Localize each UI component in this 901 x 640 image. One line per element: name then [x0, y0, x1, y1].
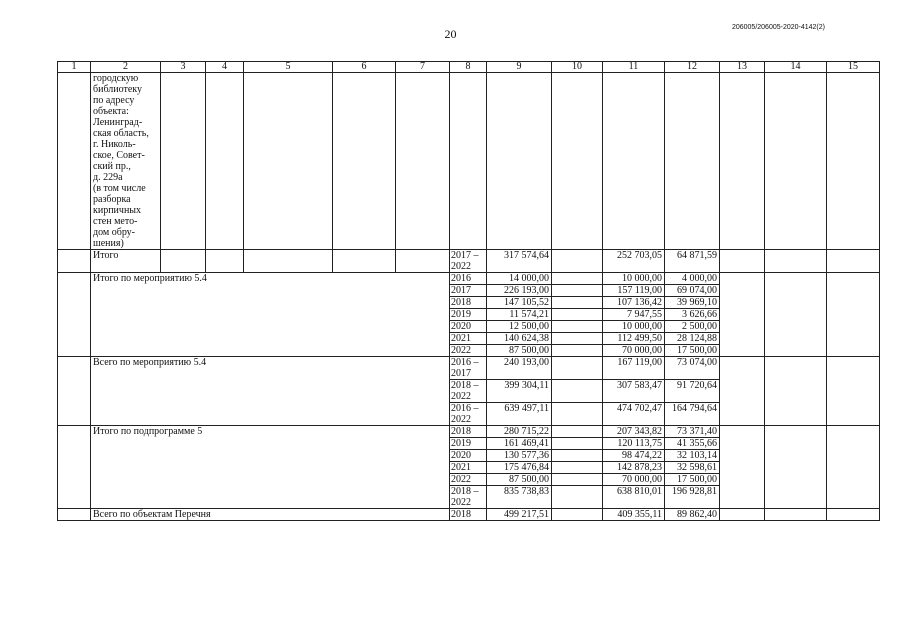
amount-c9: 130 577,36	[487, 450, 552, 462]
amount-c11: 207 343,82	[603, 426, 665, 438]
amount-c12: 73 371,40	[665, 426, 720, 438]
table-cell	[827, 426, 880, 509]
table-body	[58, 62, 880, 521]
table-cell	[720, 73, 765, 250]
object-name-line: библиотеку	[93, 84, 143, 95]
table-cell	[552, 450, 603, 462]
amount-c11: 638 810,01	[603, 486, 665, 509]
object-total-row	[58, 250, 880, 273]
table-cell	[552, 345, 603, 357]
amount-c12: 164 794,64	[665, 403, 720, 426]
amount-c9: 161 469,41	[487, 438, 552, 450]
table-cell	[552, 309, 603, 321]
year-cell: 2020	[450, 450, 487, 462]
object-name-line: дом обру-	[93, 227, 136, 238]
object-name-line: ская область,	[93, 128, 149, 139]
amount-c9: 140 624,38	[487, 333, 552, 345]
column-header: 3	[161, 62, 206, 73]
amount-c11: 10 000,00	[603, 321, 665, 333]
amount-c9: 87 500,00	[487, 474, 552, 486]
amount-c12: 4 000,00	[665, 273, 720, 285]
table-cell	[552, 462, 603, 474]
year-cell: 2016 – 2022	[450, 403, 487, 426]
amount-c11: 10 000,00	[603, 273, 665, 285]
year-cell: 2022	[450, 345, 487, 357]
amount-c11: 120 113,75	[603, 438, 665, 450]
amount-c12: 3 626,66	[665, 309, 720, 321]
table-cell	[244, 73, 333, 250]
column-header: 10	[552, 62, 603, 73]
table-cell	[552, 380, 603, 403]
year-cell: 2016 – 2017	[450, 357, 487, 380]
page-number: 20	[444, 27, 457, 41]
amount-c11: 474 702,47	[603, 403, 665, 426]
table-cell	[552, 333, 603, 345]
section-label: Итого по подпрограмме 5	[91, 426, 450, 509]
object-name-cell	[91, 73, 161, 250]
amount-c12: 41 355,66	[665, 438, 720, 450]
year-cell: 2018 – 2022	[450, 380, 487, 403]
column-header: 4	[206, 62, 244, 73]
column-header: 5	[244, 62, 333, 73]
period-cell: 2017 – 2022	[450, 250, 487, 273]
amount-c12: 32 103,14	[665, 450, 720, 462]
amount-c11: 98 474,22	[603, 450, 665, 462]
amount-c12: 28 124,88	[665, 333, 720, 345]
table-cell	[765, 250, 827, 273]
table-cell	[765, 509, 827, 521]
table-cell	[58, 357, 91, 426]
table-cell	[552, 297, 603, 309]
object-name-line: разборка	[93, 194, 131, 205]
table-cell	[552, 486, 603, 509]
table-cell	[58, 509, 91, 521]
section-label: Всего по объектам Перечня	[91, 509, 450, 521]
amount-c9: 12 500,00	[487, 321, 552, 333]
table-cell	[552, 285, 603, 297]
amount-c9: 175 476,84	[487, 462, 552, 474]
table-cell	[58, 273, 91, 357]
table-cell	[161, 250, 206, 273]
year-cell: 2022	[450, 474, 487, 486]
object-name-line: ский пр.,	[93, 161, 131, 172]
table-cell	[765, 426, 827, 509]
amount-c9: 14 000,00	[487, 273, 552, 285]
column-header: 1	[58, 62, 91, 73]
column-header: 11	[603, 62, 665, 73]
table-cell	[206, 250, 244, 273]
column-header: 7	[396, 62, 450, 73]
table-cell	[552, 357, 603, 380]
object-name	[93, 73, 158, 249]
year-cell: 2021	[450, 333, 487, 345]
table-cell	[552, 273, 603, 285]
amount-c9: 240 193,00	[487, 357, 552, 380]
table-cell	[552, 474, 603, 486]
amount-c9: 835 738,83	[487, 486, 552, 509]
table-cell	[552, 73, 603, 250]
amount-c12: 17 500,00	[665, 474, 720, 486]
table-cell	[487, 73, 552, 250]
object-row	[58, 73, 880, 250]
table-cell	[720, 509, 765, 521]
amount-c9: 87 500,00	[487, 345, 552, 357]
amount-c12: 39 969,10	[665, 297, 720, 309]
object-name-line: г. Николь-	[93, 139, 136, 150]
table-cell	[827, 273, 880, 357]
table-cell	[827, 250, 880, 273]
amount-c12: 69 074,00	[665, 285, 720, 297]
column-header: 14	[765, 62, 827, 73]
amount-c9: 226 193,00	[487, 285, 552, 297]
amount-c9: 280 715,22	[487, 426, 552, 438]
column-header: 2	[91, 62, 161, 73]
table-cell	[603, 73, 665, 250]
column-header: 6	[333, 62, 396, 73]
table-cell	[161, 73, 206, 250]
object-name-line: кирпичных	[93, 205, 142, 216]
amount-c11: 112 499,50	[603, 333, 665, 345]
table-cell	[720, 250, 765, 273]
section-label: Всего по мероприятию 5.4	[91, 357, 450, 426]
amount-c9: 399 304,11	[487, 380, 552, 403]
year-cell: 2018	[450, 297, 487, 309]
amount-c12: 17 500,00	[665, 345, 720, 357]
table-cell	[552, 403, 603, 426]
document-id: 206005/206005-2020-4142(2)	[731, 24, 825, 31]
total-c11: 252 703,05	[603, 250, 665, 273]
amount-c12: 2 500,00	[665, 321, 720, 333]
amount-c11: 70 000,00	[603, 345, 665, 357]
total-c12: 64 871,59	[665, 250, 720, 273]
table-cell	[665, 73, 720, 250]
table-cell	[720, 426, 765, 509]
table-cell	[552, 250, 603, 273]
object-name-line: д. 229а	[93, 172, 123, 183]
year-cell: 2018	[450, 509, 487, 521]
amount-c12: 32 598,61	[665, 462, 720, 474]
table-cell	[552, 321, 603, 333]
table-cell	[396, 250, 450, 273]
table-cell	[827, 357, 880, 426]
table-cell	[450, 73, 487, 250]
section-label: Итого по мероприятию 5.4	[91, 273, 450, 357]
object-name-line: (в том числе	[93, 183, 146, 194]
amount-c9: 147 105,52	[487, 297, 552, 309]
year-cell: 2019	[450, 438, 487, 450]
table-cell	[765, 73, 827, 250]
table-cell	[765, 273, 827, 357]
table-cell	[552, 438, 603, 450]
total-label: Итого	[91, 250, 161, 273]
table-cell	[552, 509, 603, 521]
amount-c12: 196 928,81	[665, 486, 720, 509]
table-cell	[58, 426, 91, 509]
amount-c12: 91 720,64	[665, 380, 720, 403]
object-name-line: стен мето-	[93, 216, 138, 227]
year-cell: 2019	[450, 309, 487, 321]
column-header-row	[58, 62, 880, 73]
amount-c9: 11 574,21	[487, 309, 552, 321]
table-cell	[333, 250, 396, 273]
budget-table	[57, 61, 880, 521]
table-cell	[58, 73, 91, 250]
column-header: 13	[720, 62, 765, 73]
summary-row	[58, 357, 880, 380]
object-name-line: по адресу	[93, 95, 135, 106]
table-cell	[333, 73, 396, 250]
total-c9: 317 574,64	[487, 250, 552, 273]
table-cell	[244, 250, 333, 273]
amount-c11: 107 136,42	[603, 297, 665, 309]
table-cell	[720, 357, 765, 426]
year-cell: 2018 – 2022	[450, 486, 487, 509]
table-cell	[827, 509, 880, 521]
amount-c11: 142 878,23	[603, 462, 665, 474]
table-cell	[58, 250, 91, 273]
year-cell: 2018	[450, 426, 487, 438]
amount-c11: 409 355,11	[603, 509, 665, 521]
table-cell	[765, 357, 827, 426]
table-cell	[396, 73, 450, 250]
year-cell: 2021	[450, 462, 487, 474]
column-header: 8	[450, 62, 487, 73]
amount-c9: 499 217,51	[487, 509, 552, 521]
summary-row	[58, 509, 880, 521]
amount-c11: 157 119,00	[603, 285, 665, 297]
amount-c11: 70 000,00	[603, 474, 665, 486]
object-name-line: городскую	[93, 73, 139, 84]
amount-c12: 73 074,00	[665, 357, 720, 380]
table-cell	[720, 273, 765, 357]
object-name-line: Ленинград-	[93, 117, 143, 128]
amount-c11: 167 119,00	[603, 357, 665, 380]
amount-c9: 639 497,11	[487, 403, 552, 426]
amount-c12: 89 862,40	[665, 509, 720, 521]
amount-c11: 307 583,47	[603, 380, 665, 403]
summary-row	[58, 426, 880, 438]
column-header: 15	[827, 62, 880, 73]
object-name-line: объекта:	[93, 106, 129, 117]
object-name-line: шения)	[93, 238, 124, 249]
table-cell	[552, 426, 603, 438]
table-cell	[206, 73, 244, 250]
year-cell: 2016	[450, 273, 487, 285]
column-header: 12	[665, 62, 720, 73]
year-cell: 2017	[450, 285, 487, 297]
summary-row	[58, 273, 880, 285]
year-cell: 2020	[450, 321, 487, 333]
table-cell	[827, 73, 880, 250]
column-header: 9	[487, 62, 552, 73]
object-name-line: ское, Совет-	[93, 150, 145, 161]
amount-c11: 7 947,55	[603, 309, 665, 321]
